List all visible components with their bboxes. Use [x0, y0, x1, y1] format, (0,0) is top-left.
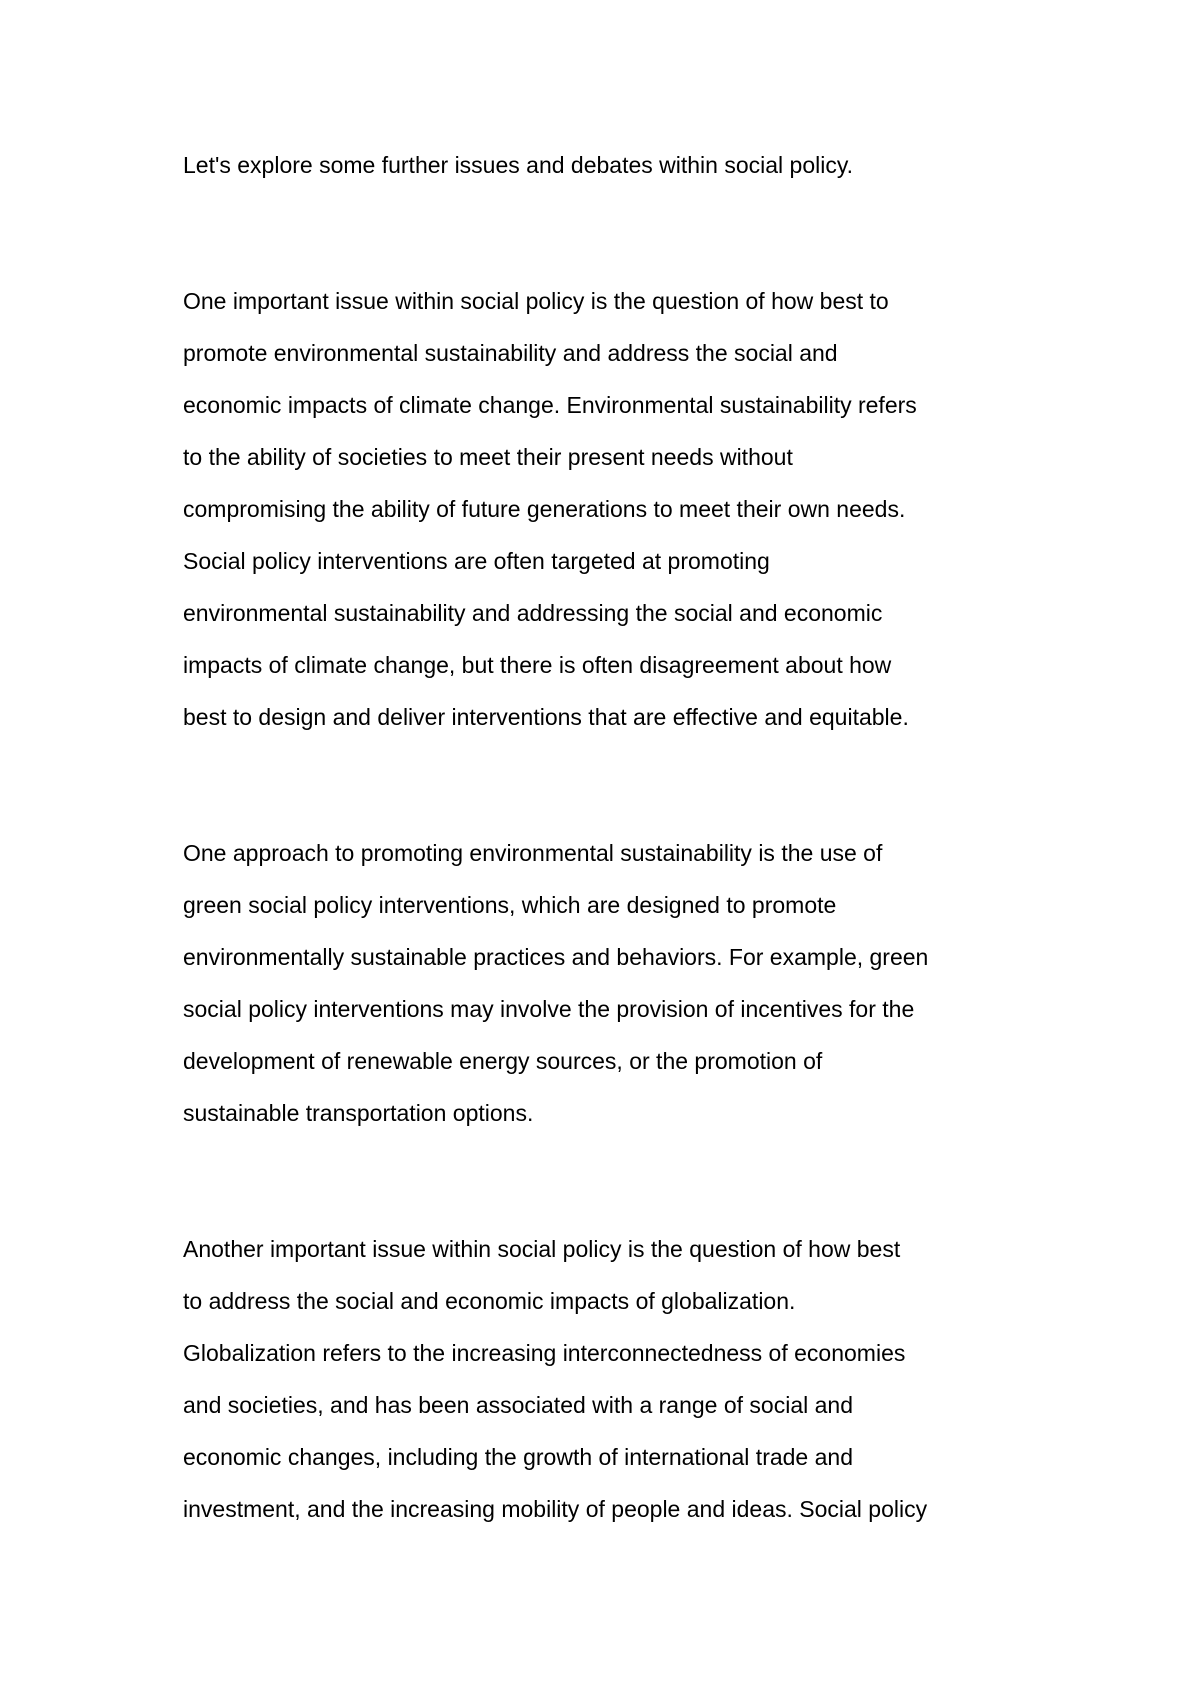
paragraph-line: impacts of climate change, but there is often disagreement about how	[183, 652, 892, 678]
paragraph-line: economic changes, including the growth of international trade and	[183, 1444, 853, 1470]
paragraph-line: and societies, and has been associated with a range of social and	[183, 1392, 853, 1418]
paragraph-line: to the ability of societies to meet their present needs without	[183, 444, 793, 470]
paragraph-line: environmentally sustainable practices and behaviors. For example, green	[183, 944, 929, 970]
paragraph-line: Globalization refers to the increasing interconnectedness of economies	[183, 1340, 906, 1366]
paragraph-line: sustainable transportation options.	[183, 1100, 534, 1126]
paragraph-line: to address the social and economic impacts of globalization.	[183, 1288, 796, 1314]
paragraph-line: best to design and deliver interventions that are effective and equitable.	[183, 704, 909, 730]
paragraph-line: economic impacts of climate change. Environmental sustainability refers	[183, 392, 917, 418]
paragraph-line: One important issue within social policy is the question of how best to	[183, 288, 889, 314]
paragraph-line: Social policy interventions are often targeted at promoting	[183, 548, 770, 574]
paragraph-line: environmental sustainability and addressing the social and economic	[183, 600, 883, 626]
paragraph-line: social policy interventions may involve the provision of incentives for the	[183, 996, 915, 1022]
paragraph-line: development of renewable energy sources, or the promotion of	[183, 1048, 823, 1074]
paragraph-line: green social policy interventions, which are designed to promote	[183, 892, 837, 918]
intro-line: Let's explore some further issues and debates within social policy.	[183, 152, 854, 178]
paragraph-line: Another important issue within social policy is the question of how best	[183, 1236, 901, 1262]
paragraph-line: compromising the ability of future generations to meet their own needs.	[183, 496, 906, 522]
paragraph-line: investment, and the increasing mobility of people and ideas. Social policy	[183, 1496, 928, 1522]
paragraph-line: One approach to promoting environmental sustainability is the use of	[183, 840, 883, 866]
paragraph-line: promote environmental sustainability and address the social and	[183, 340, 838, 366]
